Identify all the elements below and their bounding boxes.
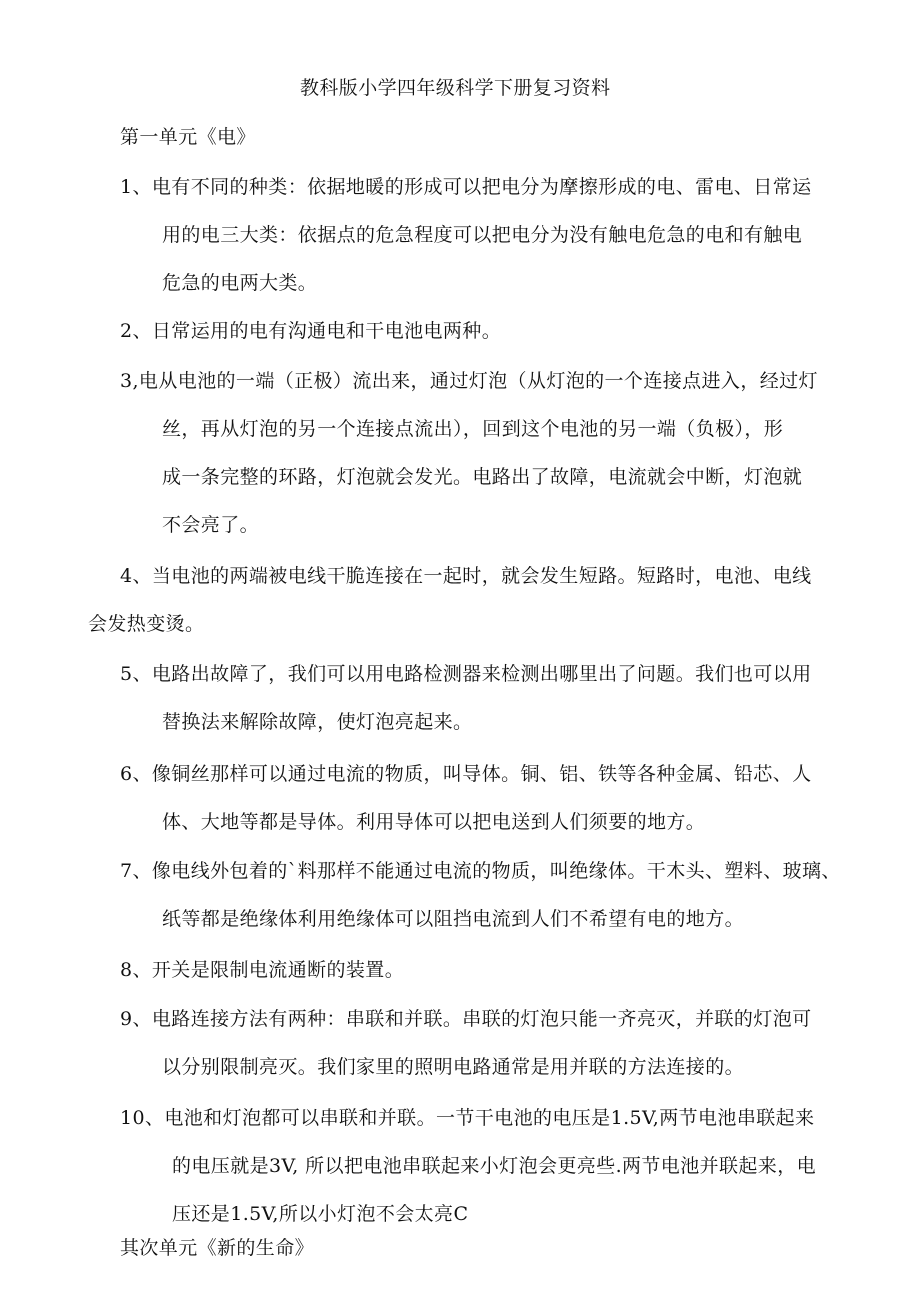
item-3-line-3: 成一条完整的环路，灯泡就会发光。电路出了故障，电流就会中断，灯泡就	[162, 466, 803, 488]
item-6-line-1: 6、像铜丝那样可以通过电流的物质，叫导体。铜、铝、铁等各种金属、铅芯、人	[120, 763, 812, 785]
item-9-line-1: 9、电路连接方法有两种：串联和并联。串联的灯泡只能一齐亮灭，并联的灯泡可	[120, 1008, 812, 1030]
document-title: 教科版小学四年级科学下册复习资料	[300, 77, 611, 99]
item-2-line-1: 2、日常运用的电有沟通电和干电池电两种。	[120, 320, 502, 342]
item-9-line-2: 以分别限制亮灭。我们家里的照明电路通常是用并联的方法连接的。	[162, 1056, 745, 1078]
item-1-line-2: 用的电三大类：依据点的危急程度可以把电分为没有触电危急的电和有触电	[162, 224, 803, 246]
item-7-line-2: 纸等都是绝缘体利用绝缘体可以阻挡电流到人们不希望有电的地方。	[162, 908, 745, 930]
item-3-line-1: 3,电从电池的一端（正极）流出来，通过灯泡（从灯泡的一个连接点进入，经过灯	[120, 370, 818, 392]
unit-1-heading: 第一单元《电》	[120, 126, 256, 148]
unit-2-heading: 其次单元《新的生命》	[120, 1237, 315, 1259]
item-10-line-2: 的电压就是3V, 所以把电池串联起来小灯泡会更亮些.两节电池并联起来，电	[172, 1155, 817, 1177]
item-10-line-1: 10、电池和灯泡都可以串联和并联。一节干电池的电压是1.5V,两节电池串联起来	[120, 1107, 815, 1129]
item-5-line-2: 替换法来解除故障，使灯泡亮起来。	[162, 711, 473, 733]
item-8-line-1: 8、开关是限制电流通断的装置。	[120, 959, 405, 981]
item-6-line-2: 体、大地等都是导体。利用导体可以把电送到人们须要的地方。	[162, 811, 706, 833]
item-3-line-2: 丝，再从灯泡的另一个连接点流出），回到这个电池的另一端（负极），形	[162, 418, 784, 440]
item-4-line-1: 4、当电池的两端被电线干脆连接在一起时，就会发生短路。短路时，电池、电线	[120, 565, 812, 587]
item-10-line-3: 压还是1.5V,所以小灯泡不会太亮C	[172, 1203, 469, 1225]
item-3-line-4: 不会亮了。	[162, 514, 260, 536]
item-5-line-1: 5、电路出故障了，我们可以用电路检测器来检测出哪里出了问题。我们也可以用	[120, 663, 812, 685]
item-1-line-3: 危急的电两大类。	[162, 272, 318, 294]
item-4-line-2: 会发热变烫。	[88, 613, 205, 635]
item-7-line-1: 7、像电线外包着的`料那样不能通过电流的物质，叫绝缘体。干木头、塑料、玻璃、	[120, 860, 841, 882]
item-1-line-1: 1、电有不同的种类：依据地暖的形成可以把电分为摩擦形成的电、雷电、日常运	[120, 176, 812, 198]
